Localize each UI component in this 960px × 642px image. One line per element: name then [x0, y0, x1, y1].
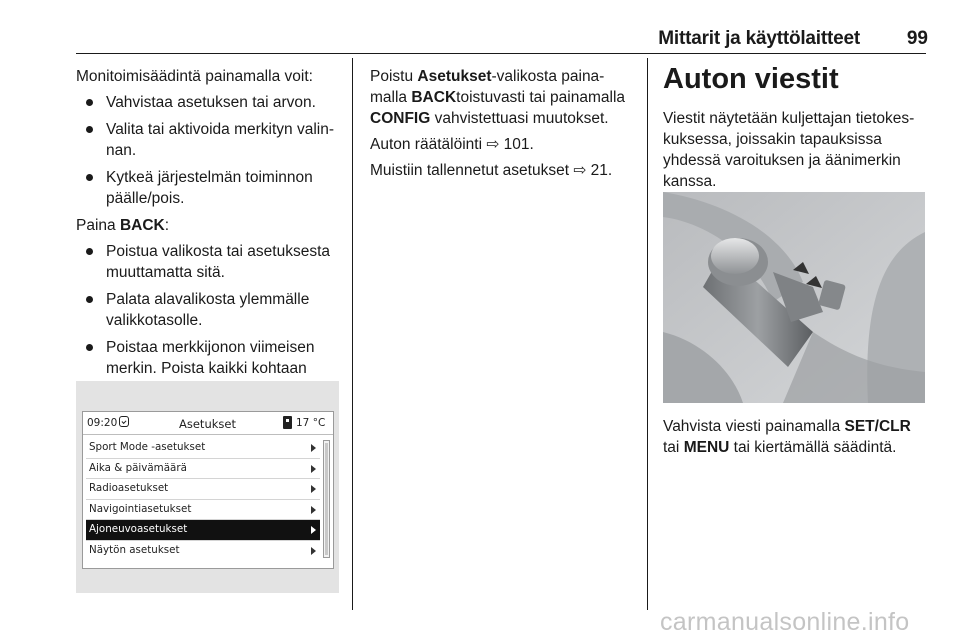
fuel-icon [283, 416, 292, 429]
screen-clock: 09:20 [87, 417, 118, 429]
section-title: Auton viestit [663, 63, 839, 95]
chevron-right-icon [311, 506, 316, 514]
phone-icon [119, 416, 129, 427]
chevron-right-icon [311, 444, 316, 452]
screen-temperature: 17 °C [296, 417, 326, 429]
stalk-control-figure [663, 192, 925, 403]
cross-reference: Auton räätälöinti ⇨ 101. [370, 136, 534, 153]
steering-column-stalk-illustration [663, 192, 925, 403]
right-column-confirm [663, 416, 931, 463]
bullet-item: Vahvistaa asetuksen tai arvon. [76, 92, 344, 113]
menu-item-display[interactable]: Näytön asetukset [86, 541, 320, 561]
chevron-right-icon [311, 547, 316, 555]
page-ref-arrow-icon: ⇨ [573, 162, 587, 179]
back-key-label: BACK [119, 217, 165, 234]
confirm-message-text: Vahvista viesti painamalla SET/CLR tai MENU tai kiertämällä säädintä. [663, 418, 911, 456]
settings-screen-figure [76, 381, 339, 593]
menu-item-vehicle-settings[interactable]: Ajoneuvoasetukset [86, 520, 320, 541]
column-divider-right [647, 58, 648, 610]
settings-menu-list [86, 438, 320, 560]
bullet-item: Kytkeä järjestelmän toiminnon päälle/pois. [76, 167, 344, 209]
back-key-label: BACK [411, 89, 457, 106]
bullet-item: Poistua valikosta tai asetuksesta muuttamatta sitä. [76, 241, 344, 283]
press-bullet-list [76, 92, 344, 209]
middle-column [370, 66, 642, 186]
intro-text: Monitoimisäädintä painamalla voit: [76, 68, 313, 85]
left-column [76, 66, 344, 427]
bullet-item: Poistaa merkkijonon viimeisen merkin. Poista kaikki kohtaan [76, 337, 344, 421]
config-key-label: CONFIG [370, 110, 431, 127]
screen-status-bar [83, 412, 333, 435]
watermark: carmanualsonline.info [660, 608, 910, 636]
header-rule [76, 53, 926, 54]
menu-item-navigation[interactable]: Navigointiasetukset [86, 500, 320, 521]
exit-settings-text: Poistu Asetukset-valikosta paina- malla BACKtoistuvasti tai painamalla CONFIG vahvistettuasi muutokset. [370, 68, 626, 127]
chevron-right-icon [311, 485, 316, 493]
set-clr-key-label: SET/CLR [844, 418, 911, 435]
cross-reference: Muistiin tallennetut asetukset ⇨ 21. [370, 162, 613, 179]
page-ref-arrow-icon: ⇨ [486, 136, 500, 153]
menu-item-time-date[interactable]: Aika & päivämäärä [86, 459, 320, 480]
scrollbar-thumb[interactable] [325, 443, 328, 555]
settings-menu-label: Asetukset [417, 68, 492, 85]
menu-item-sport-mode[interactable]: Sport Mode -asetukset [86, 438, 320, 459]
chevron-right-icon [311, 465, 316, 473]
screen-title: Asetukset [179, 417, 236, 431]
vehicle-messages-intro: Viestit näytetään kuljettajan tietokes- kuksessa, joissakin tapauksissa yhdessä varoituksen ja äänimerkin kanssa. [663, 110, 915, 190]
menu-key-label: MENU [683, 439, 730, 456]
back-instruction: Paina BACK: [76, 217, 170, 234]
page-header-title: Mittarit ja käyttölaitteet [658, 28, 860, 49]
chevron-right-icon [311, 526, 316, 534]
bullet-item: Palata alavalikosta ylemmälle valikkotasolle. [76, 289, 344, 331]
column-divider-left [352, 58, 353, 610]
menu-scrollbar[interactable] [323, 440, 330, 558]
menu-item-radio[interactable]: Radioasetukset [86, 479, 320, 500]
right-column-intro [663, 108, 931, 197]
settings-screen [82, 411, 334, 569]
bullet-item: Valita tai aktivoida merkityn valin- nan. [76, 119, 344, 161]
page-number: 99 [906, 28, 928, 49]
